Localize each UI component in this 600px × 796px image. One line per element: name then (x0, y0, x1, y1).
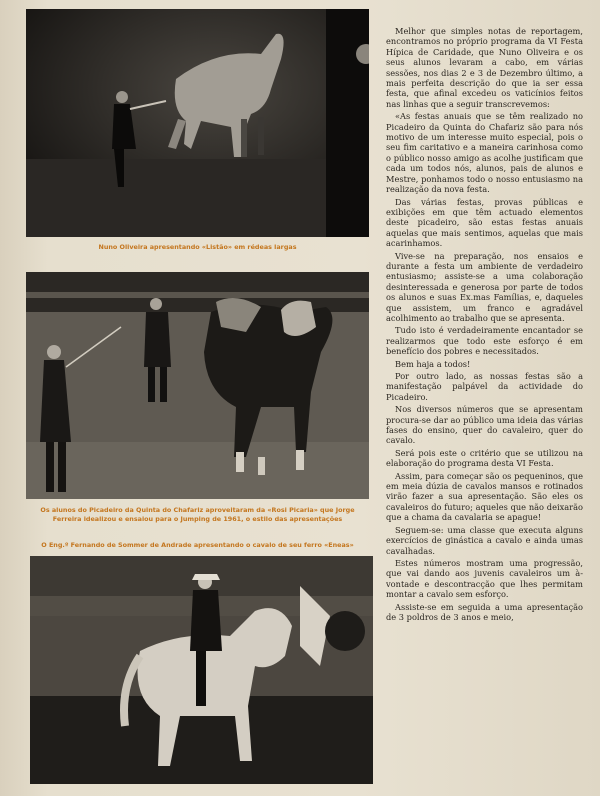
article-paragraph: «As festas anuais que se têm realizado no Picadeiro da Quinta do Chafariz são para nós motivo de um interesse muito especial, pois o seu fim caritativo e a maneira carinhosa como o público nosso amigo as acolhe justificam que cada um todos nós, alunos, pais de alunos e Mestre, ponhamos todo o nosso entusiasmo na realização da nova festa. (386, 111, 583, 195)
photo-group-riders (26, 272, 369, 499)
article-paragraph: Tudo isto é verdadeiramente encantador se realizarmos que todo este esforço é em benefício dos pobres e necessitados. (386, 325, 583, 357)
article-paragraph: Melhor que simples notas de reportagem, encontramos no próprio programa da VI Festa Hípica de Caridade, que Nuno Oliveira e os seus alunos levaram a cabo, em várias sessões, nos dias 2 e 3 de Dezembro último, a mais perfeita descrição do que ia ser essa festa, que afinal excedeu os vaticínios feitos nas linhas que a seguir transcrevemos: (386, 26, 583, 109)
article-paragraph: Assim, para começar são os pequeninos, que em meia dúzia de cavalos mansos e rotinados virão fazer a sua apresentação. São eles os cavaleiros do futuro; aqueles que não deixarão que a chama da cavalaria se apague! (386, 470, 583, 523)
photo-caption: Nuno Oliveira apresentando «Listão» em rédeas largas (98, 243, 297, 251)
article-paragraph: Bem haja a todos! (395, 358, 471, 369)
article-paragraph: Estes números mostram uma progressão, que vai dando aos juvenis cavaleiros um à-vontade e descontracção que lhes permitam montar a cavalo sem esforço. (386, 557, 583, 600)
photo-caption: O Eng.º Fernando de Sommer de Andrade apresentando o cavalo de seu ferro «Eneas» (41, 541, 354, 549)
article-paragraph: Assiste-se em seguida a uma apresentação de 3 poldros de 3 anos e meio, (386, 601, 583, 622)
article-paragraph: Será pois este o critério que se utilizou na elaboração do programa desta VI Festa. (386, 447, 583, 469)
article-paragraph: Nos diversos números que se apresentam procura-se dar ao público uma ideia das várias fases do ensino, quer do cavaleiro, quer do cavalo. (386, 404, 583, 446)
photo-caption: Os alunos do Picadeiro da Quinta do Chafariz aproveitaram da «Rosi Picaria» que Jorge Ferreira idealizou e ensaiou para o Jumping de 1961, o estilo das apresentações (40, 506, 355, 523)
article-paragraph: Por outro lado, as nossas festas são a manifestação palpável da actividade do Picadeiro. (386, 371, 583, 402)
article-column (386, 26, 583, 624)
photo-rider-white-horse (30, 556, 373, 784)
article-paragraph: Das várias festas, provas públicas e exibições em que têm actuado elementos deste picadeiro, são estas festas anuais aquelas que mais sentimos, aquelas que mais acarinhamos. (386, 196, 583, 249)
photo-rider-presenting-horse (26, 9, 369, 237)
article-paragraph: Vive-se na preparação, nos ensaios e durante a festa um ambiente de verdadeiro entusiasmo; assiste-se a uma colaboração desinteressada e generosa por parte de todos os alunos e suas Ex.mas Famílias, e, daqueles que assistem, um franco e agradável acolhimento ao trabalho que se apresenta. (386, 250, 583, 323)
article-paragraph: Seguem-se: uma classe que executa alguns exercícios de ginástica a cavalo e ainda umas cavalhadas. (386, 524, 583, 556)
